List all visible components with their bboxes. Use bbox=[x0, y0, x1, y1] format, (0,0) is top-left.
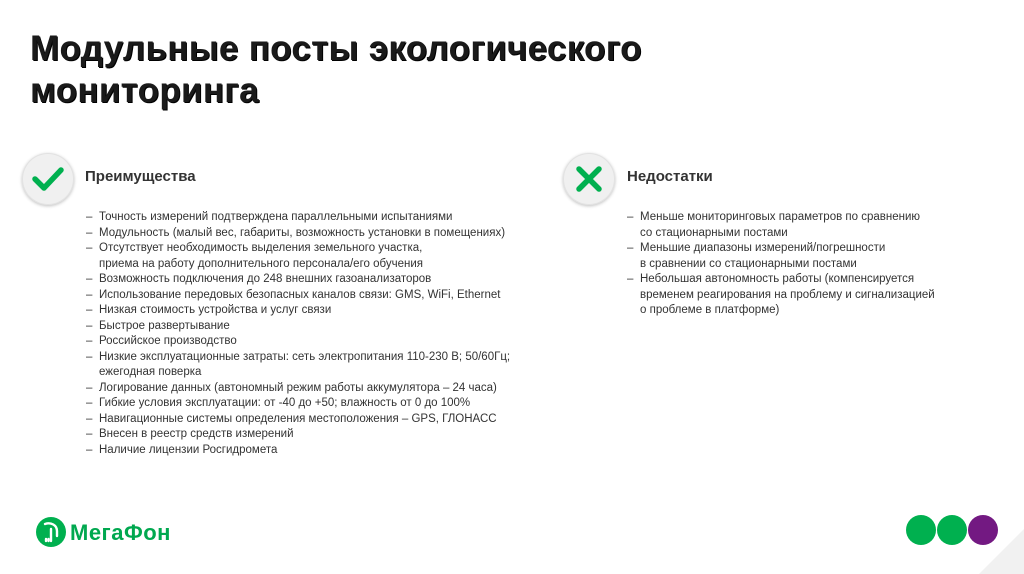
megafon-logo-icon bbox=[34, 515, 68, 549]
advantages-item-text: ежегодная поверка bbox=[99, 366, 202, 378]
advantages-item-text: – Наличие лицензии Росгидромета bbox=[99, 443, 278, 456]
brand-dot-1 bbox=[906, 515, 936, 545]
disadvantages-item-text: временем реагирования на проблему и сигнализацией bbox=[640, 288, 935, 301]
advantages-item-text: приема на работу дополнительного персонала/его обучения bbox=[99, 257, 423, 270]
disadvantages-item bbox=[627, 210, 935, 241]
advantages-item-text: – Навигационные системы определения местоположения – GPS, ГЛОНАСС bbox=[99, 412, 497, 425]
advantages-item bbox=[86, 412, 510, 428]
advantages-item bbox=[86, 210, 510, 226]
disadvantages-item-text: – Меньшие диапазоны измерений/погрешности bbox=[640, 242, 886, 254]
advantages-item bbox=[86, 272, 510, 288]
advantages-item bbox=[86, 334, 510, 350]
advantages-item bbox=[86, 226, 510, 242]
disadvantages-item-text: со стационарными постами bbox=[640, 226, 788, 239]
check-icon bbox=[22, 153, 74, 205]
advantages-heading: Преимущества bbox=[85, 168, 196, 185]
disadvantages-list bbox=[627, 210, 935, 319]
advantages-item bbox=[86, 319, 510, 335]
advantages-item-text: – Гибкие условия эксплуатации: от -40 до +50; влажность от 0 до 100% bbox=[99, 397, 471, 409]
advantages-item-text: – Модульность (малый вес, габариты, возможность установки в помещениях) bbox=[99, 226, 506, 239]
slide-title bbox=[30, 28, 830, 112]
advantages-item-text: – Логирование данных (автономный режим работы аккумулятора – 24 часа) bbox=[99, 381, 497, 394]
advantages-item bbox=[86, 381, 510, 397]
advantages-item bbox=[86, 396, 510, 412]
advantages-item-text: – Точность измерений подтверждена параллельными испытаниями bbox=[99, 211, 453, 223]
disadvantages-item bbox=[627, 241, 935, 272]
advantages-list bbox=[86, 210, 510, 458]
advantages-item-text: – Отсутствует необходимость выделения земельного участка, bbox=[99, 242, 423, 254]
advantages-item-text: – Низкие эксплуатационные затраты: сеть электропитания 110-230 В; 50/60Гц; bbox=[99, 350, 511, 363]
slide-title-line-2: мониторинга bbox=[30, 71, 259, 110]
megafon-logo-text: МегаФон bbox=[70, 520, 171, 545]
disadvantages-item bbox=[627, 272, 935, 319]
advantages-item bbox=[86, 288, 510, 304]
disadvantages-item-text: – Небольшая автономность работы (компенсируется bbox=[640, 273, 915, 285]
advantages-item-text: – Возможность подключения до 248 внешних газоанализаторов bbox=[99, 273, 432, 285]
advantages-item-text: – Низкая стоимость устройства и услуг связи bbox=[99, 304, 332, 316]
advantages-item bbox=[86, 241, 510, 272]
disadvantages-item-text: – Меньше мониторинговых параметров по сравнению bbox=[640, 211, 921, 223]
advantages-item-text: – Внесен в реестр средств измерений bbox=[99, 428, 294, 440]
advantages-item bbox=[86, 427, 510, 443]
advantages-item bbox=[86, 350, 510, 381]
brand-dot-2 bbox=[937, 515, 967, 545]
advantages-item bbox=[86, 303, 510, 319]
disadvantages-item-text: о проблеме в платформе) bbox=[640, 304, 780, 316]
advantages-item-text: – Быстрое развертывание bbox=[99, 319, 230, 332]
advantages-item-text: – Российское производство bbox=[99, 335, 237, 347]
page-corner bbox=[979, 529, 1024, 574]
disadvantages-heading: Недостатки bbox=[627, 168, 713, 185]
cross-icon bbox=[563, 153, 615, 205]
advantages-item bbox=[86, 443, 510, 459]
disadvantages-item-text: в сравнении со стационарными постами bbox=[640, 257, 857, 270]
advantages-item-text: – Использование передовых безопасных каналов связи: GMS, WiFi, Ethernet bbox=[99, 288, 501, 301]
slide-title-line-1: Модульные посты экологического bbox=[30, 29, 642, 68]
